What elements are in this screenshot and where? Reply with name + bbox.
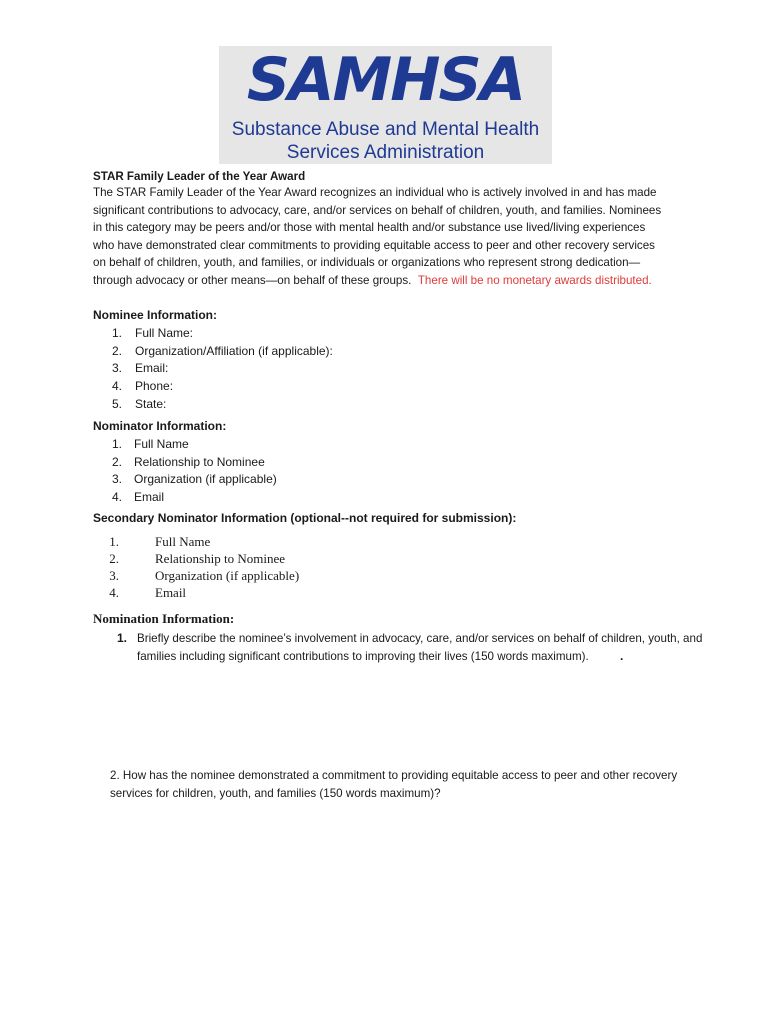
question-1-line1: Briefly describe the nominee’s involvement in advocacy, care, and/or services on behalf of children, youth, and xyxy=(137,632,703,645)
question-1-number: 1. xyxy=(117,631,128,645)
samhsa-logo xyxy=(219,46,552,164)
logo-subtitle-line2: Services Administration xyxy=(286,142,485,163)
list-number: 1. xyxy=(111,326,122,340)
nomination-heading: Nomination Information: xyxy=(93,611,235,626)
nominator-relationship: Relationship to Nominee xyxy=(134,455,265,469)
description-line: significant contributions to advocacy, care, and/or services on behalf of children, youth, and families. Nominees xyxy=(93,203,662,217)
question-2-line1: 2. How has the nominee demonstrated a commitment to providing equitable access to peer and other recovery xyxy=(110,769,678,782)
list-number: 2. xyxy=(111,344,122,358)
nominator-full-name: Full Name xyxy=(134,437,189,451)
description-line: who have demonstrated clear commitments to providing equitable access to peer and other recovery services xyxy=(93,238,655,252)
logo-subtitle xyxy=(219,118,552,164)
list-number: 1. xyxy=(109,534,119,549)
list-number: 4. xyxy=(111,379,122,393)
list-number: 3. xyxy=(111,361,122,375)
secondary-heading: Secondary Nominator Information (optional--not required for submission): xyxy=(93,511,517,525)
secondary-relationship: Relationship to Nominee xyxy=(155,551,285,566)
award-title: STAR Family Leader of the Year Award xyxy=(93,170,306,183)
nominee-email: Email: xyxy=(135,361,169,375)
logo-subtitle-line1: Substance Abuse and Mental Health xyxy=(231,119,540,140)
list-number: 3. xyxy=(109,568,119,583)
list-number: 4. xyxy=(109,585,119,600)
question-1-dot: . xyxy=(620,649,624,663)
list-number: 3. xyxy=(111,472,122,486)
list-number: 5. xyxy=(111,397,122,411)
list-number: 4. xyxy=(111,490,122,504)
secondary-full-name: Full Name xyxy=(155,534,211,549)
description-line: in this category may be peers and/or those with mental health and/or substance use lived/living experiences xyxy=(93,221,646,235)
list-number: 2. xyxy=(111,455,122,469)
nominee-full-name: Full Name: xyxy=(135,326,194,340)
list-number: 2. xyxy=(109,551,119,566)
nominee-organization: Organization/Affiliation (if applicable): xyxy=(135,344,333,358)
description-line xyxy=(93,272,693,290)
nominee-phone: Phone: xyxy=(135,379,174,393)
nominee-state: State: xyxy=(135,397,167,411)
list-number: 1. xyxy=(111,437,122,451)
nominator-organization: Organization (if applicable) xyxy=(134,472,277,486)
description-line: on behalf of children, youth, and families, or individuals or organizations who represent strong dedication— xyxy=(93,256,641,270)
logo-wordmark: SAMHSA xyxy=(246,45,525,115)
nominator-email: Email xyxy=(134,490,165,504)
description-last: through advocacy or other means—on behalf of these groups. xyxy=(93,273,412,287)
monetary-notice: There will be no monetary awards distributed. xyxy=(417,273,652,287)
nominee-heading: Nominee Information: xyxy=(93,308,218,322)
question-2-line2: services for children, youth, and families (150 words maximum)? xyxy=(110,787,441,800)
nominator-heading: Nominator Information: xyxy=(93,419,227,433)
secondary-email: Email xyxy=(155,585,187,600)
question-1-line2: families including significant contributions to improving their lives (150 words maximum). xyxy=(137,650,589,663)
description-line: The STAR Family Leader of the Year Award recognizes an individual who is actively involved in and has made xyxy=(93,186,657,199)
secondary-organization: Organization (if applicable) xyxy=(155,568,300,583)
award-description xyxy=(93,184,693,290)
